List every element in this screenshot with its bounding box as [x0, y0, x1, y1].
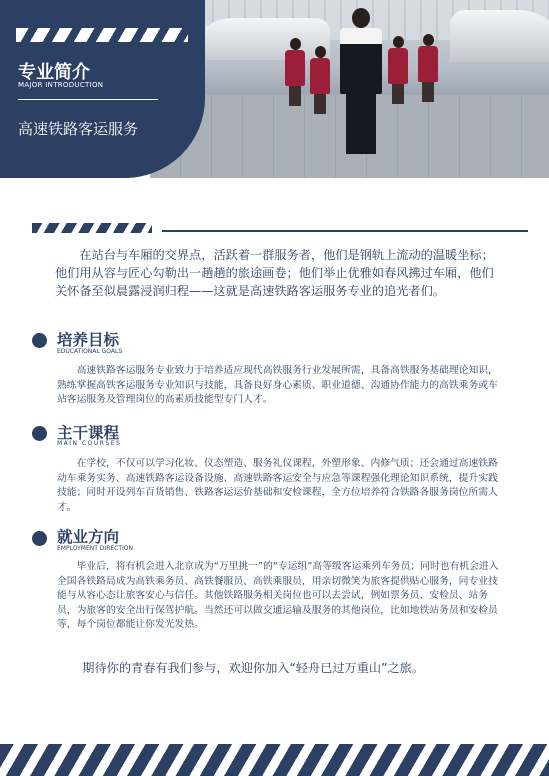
section-text-goals: 高速铁路客运服务专业致力于培养适应现代高铁服务行业发展所需，具备高铁服务基础理论知识，熟练掌握高铁客运服务专业知识与技能，具备良好身心素质、职业道德、沟通协作能力的高铁乘务或车站客运服务及管理岗位的高素质技能型专门人才。	[57, 365, 498, 405]
closing-paragraph: 期待你的青春有我们参与，欢迎你加入“轻舟已过万重山”之旅。	[82, 661, 424, 675]
footer-stripes	[0, 744, 549, 776]
section-text-employment: 毕业后，将有机会进入北京成为“万里挑一”的“专运组”高等级客运乘列车务员；同时也有机会进入全国各铁路局成为高铁乘务员、高铁餐服员、高铁乘服员，用亲切微笑为旅客提供贴心服务，同专业技能与从容心态让旅客安心与信任。其他铁路服务相关岗位也可以去尝试，例如票务员、安检员、站务员，为旅客的安全出行保驾护航。当然还可以做交通运输及服务的其他岗位，比如地铁站务员和安检员等，每个岗位都能让你发光发热。	[57, 561, 499, 630]
attendant-2	[310, 46, 330, 114]
train-left	[190, 18, 330, 60]
male-attendant	[340, 8, 382, 154]
staff-photo	[150, 0, 549, 178]
divider-stripes	[32, 223, 152, 233]
section-subtitle-employment: EMPLOYMENT DIRECTION	[57, 545, 133, 552]
bullet-dot	[32, 531, 47, 546]
attendant-1	[285, 38, 305, 106]
attendant-4	[418, 34, 438, 102]
page-title: 专业简介	[18, 62, 90, 83]
header-gap	[0, 178, 549, 200]
page-subtitle: MAJOR INTRODUCTION	[18, 81, 104, 89]
header-banner	[0, 0, 549, 178]
section-subtitle-courses: MAIN COURSES	[57, 440, 122, 447]
major-name: 高速铁路客运服务	[18, 120, 139, 138]
attendant-3	[388, 36, 408, 104]
train-right	[450, 10, 549, 62]
section-title-employment: 就业方向	[57, 528, 120, 546]
section-title-goals: 培养目标	[57, 331, 120, 349]
bullet-dot	[32, 426, 47, 441]
decorative-stripes	[16, 28, 188, 42]
bullet-dot	[32, 333, 47, 348]
section-text-courses: 在学校，不仅可以学习化妆、仪态塑造、服务礼仪课程，外塑形象、内修气质；还会通过高速铁路动车乘务实务、高速铁路客运设备设施、高速铁路客运安全与应急等课程强化理论知识系统，提升实践技能；同时开设列车百货销售、铁路客运运价基础和安检课程，全方位培养符合铁路各服务岗位所需人才。	[57, 458, 498, 513]
title-panel	[0, 0, 205, 178]
divider-line	[162, 230, 528, 232]
section-subtitle-goals: EDUCATIONAL GOALS	[57, 348, 123, 355]
title-underline	[18, 99, 158, 100]
intro-paragraph: 在站台与车厢的交界点，活跃着一群服务者，他们是钢轨上流动的温暖坐标；他们用从容与匠心勾勒出一趟趟的旅途画卷；他们举止优雅如春风拂过车厢，他们关怀备至似晨露浸润归程——这就是高速铁路客运服务专业的追光者们。	[55, 248, 494, 298]
section-title-courses: 主干课程	[57, 424, 120, 442]
